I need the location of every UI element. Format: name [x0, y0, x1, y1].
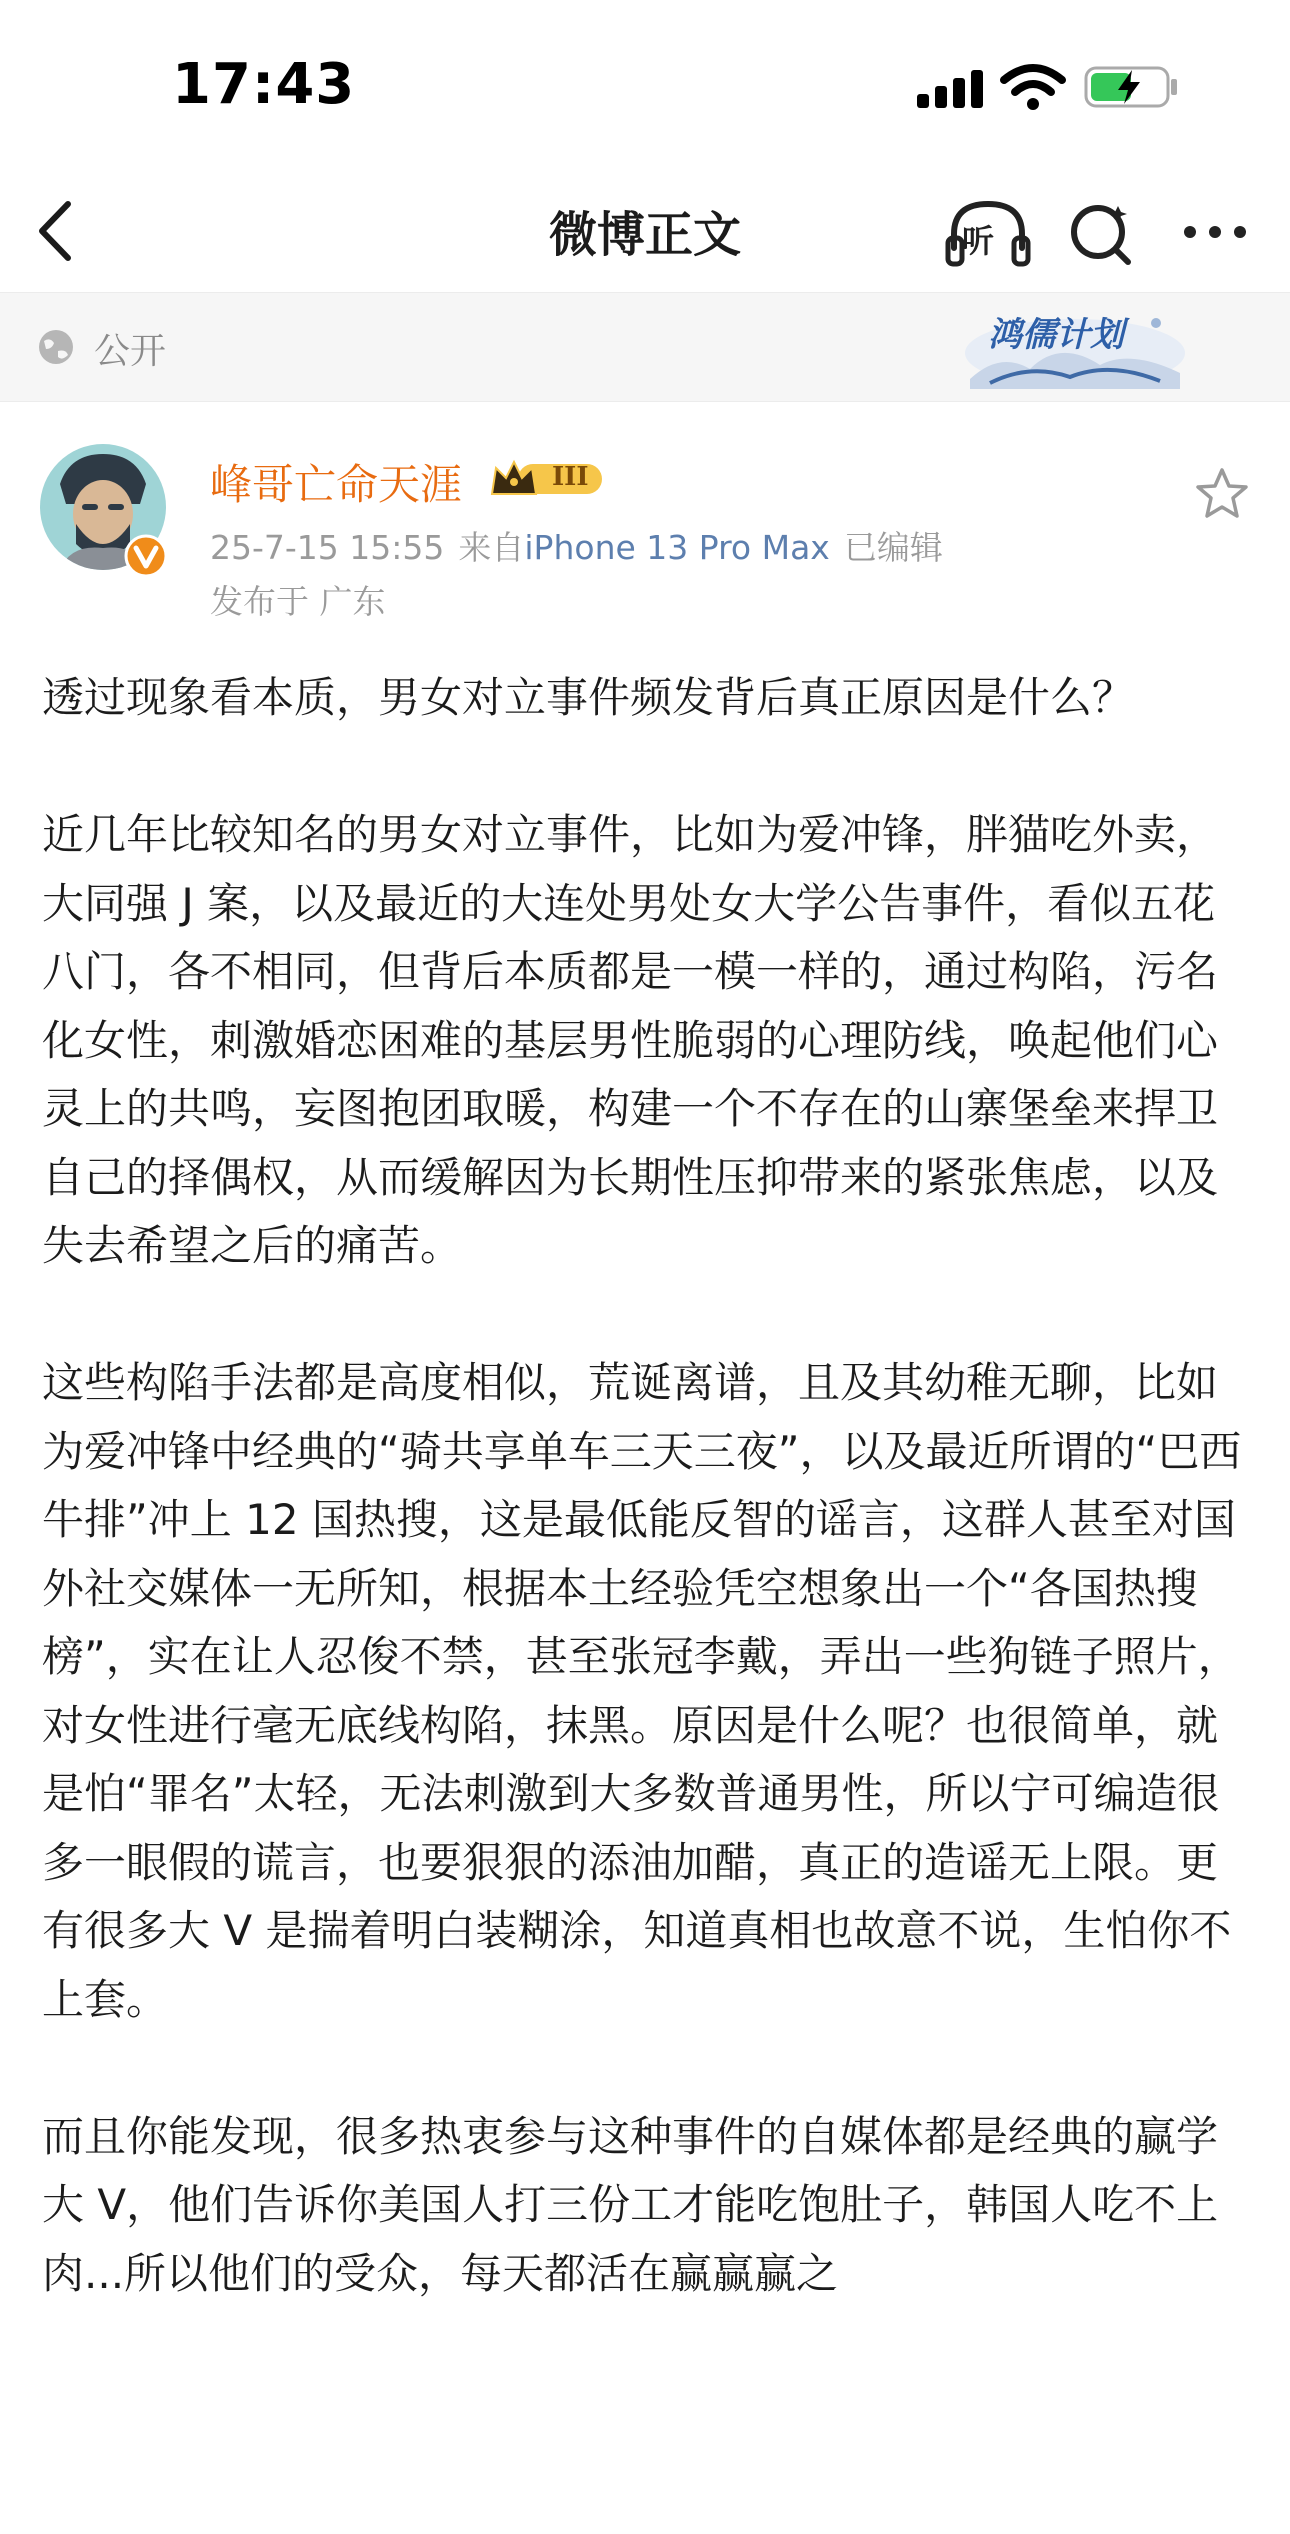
nav-bar: [0, 170, 1290, 292]
more-icon[interactable]: [1180, 220, 1250, 244]
star-icon[interactable]: [1194, 466, 1250, 522]
program-badge-text: 鸿儒计划: [988, 315, 1124, 355]
page-title: 微博正文: [548, 207, 741, 263]
wifi-icon: [1000, 62, 1066, 112]
battery-charging-icon: [1084, 64, 1180, 110]
status-bar: [0, 0, 1290, 170]
post-body: [42, 664, 1252, 2377]
post-paragraph: 而且你能发现，很多热衷参与这种事件的自媒体都是经典的赢学大 V，他们告诉你美国人打三份工才能吃饱肚子，韩国人吃不上肉...所以他们的受众，每天都活在赢赢赢之: [42, 2111, 1219, 2298]
post-paragraph: 这些构陷手法都是高度相似，荒诞离谱，且及其幼稚无聊，比如为爱冲锋中经典的“骑共享单车三天三夜”，以及最近所谓的“巴西牛排”冲上 12 国热搜，这是最低能反智的谣言，这群人甚至对国外社交媒体一无所知，根据本土经验凭空想象出一个“各国热搜榜”，实在让人忍俊不禁，甚至张冠李戴，弄出一些狗链子照片，对女性进行毫无底线构陷，抹黑。原因是什么呢？也很简单，就是怕“罪名”太轻，无法刺激到大多数普通男性，所以宁可编造很多一眼假的谎言，也要狠狠的添油加醋，真正的造谣无上限。更有很多大 V 是揣着明白装糊涂，知道真相也故意不说，生怕你不上套。: [42, 1358, 1242, 2024]
source-prefix: 来自: [458, 528, 525, 567]
post-paragraph: 透过现象看本质，男女对立事件频发背后真正原因是什么？: [42, 673, 1135, 722]
visibility-label: 公开: [94, 331, 167, 372]
post-paragraph: 近几年比较知名的男女对立事件，比如为爱冲锋，胖猫吃外卖，大同强 J 案，以及最近的大连处男处女大学公告事件，看似五花八门，各不相同，但背后本质都是一模一样的，通过构陷，污名化女性，刺激婚恋困难的基层男性脆弱的心理防线，唤起他们心灵上的共鸣，妄图抱团取暖，构建一个不存在的山寨堡垒来捍卫自己的择偶权，从而缓解因为长期性压抑带来的紧张焦虑，以及失去希望之后的痛苦。: [42, 810, 1219, 1270]
post-date: 25-7-15 15:55: [210, 528, 445, 567]
edited-label[interactable]: 已编辑: [843, 528, 943, 567]
vip-level: III: [552, 462, 589, 492]
verified-v-icon: [124, 534, 168, 578]
visibility-bar: [0, 292, 1290, 402]
status-time: 17:43: [172, 52, 356, 117]
globe-icon: [36, 327, 76, 367]
search-icon[interactable]: [1068, 200, 1134, 266]
post-location: 发布于 广东: [210, 582, 386, 621]
post-header: [0, 430, 1290, 630]
listen-button-label[interactable]: 听: [962, 222, 995, 260]
vip-badge[interactable]: [488, 456, 606, 502]
program-badge[interactable]: [960, 299, 1190, 395]
device-link[interactable]: iPhone 13 Pro Max: [524, 528, 830, 567]
post-meta: [210, 522, 957, 569]
cellular-signal-icon: [915, 70, 985, 110]
author-name[interactable]: 峰哥亡命天涯: [210, 460, 463, 509]
